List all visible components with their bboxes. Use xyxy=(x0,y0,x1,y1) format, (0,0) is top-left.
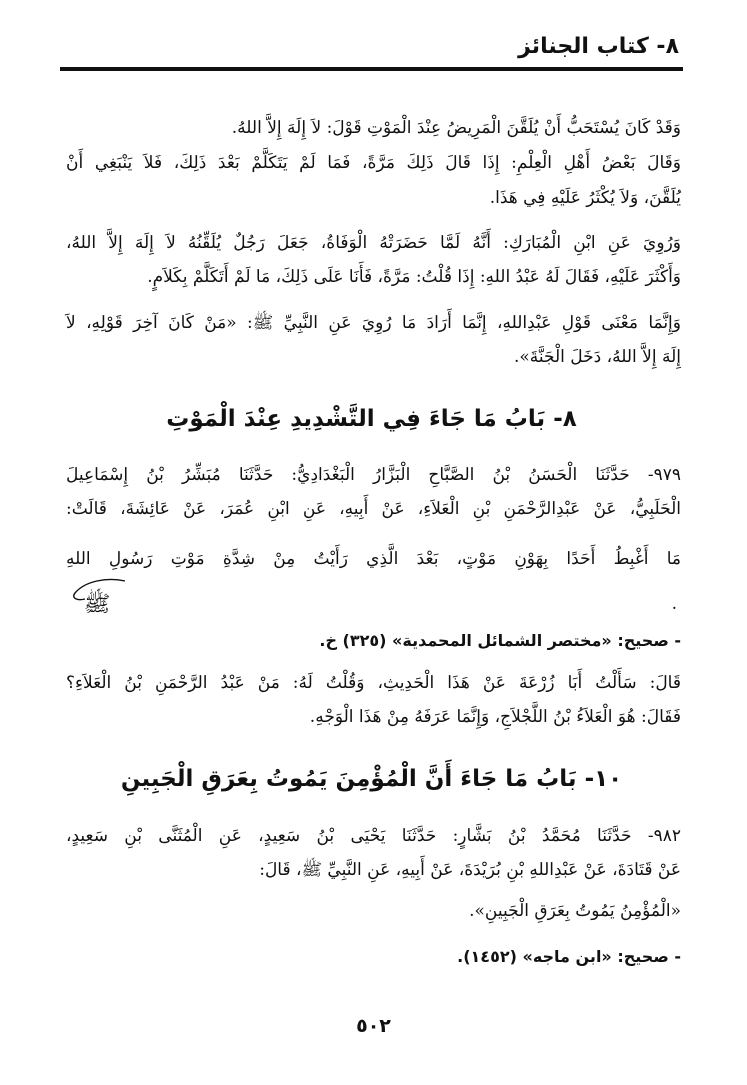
grading: - صحيح: «ابن ماجه» (١٤٥٢). xyxy=(457,947,681,966)
hadith-line: ٩٨٢- حَدَّثَنَا مُحَمَّدُ بْنُ بَشَّارٍ: حَدَّثَنَا يَحْيَى بْنُ سَعِيدٍ، عَنِ الْمُثَنَّى بْنِ سَعِيدٍ، xyxy=(66,826,681,846)
paragraph-line: وَقَالَ بَعْضُ أَهْلِ الْعِلْمِ: إِذَا قَالَ ذَلِكَ مَرَّةً، فَمَا لَمْ يَتَكَلَّمْ بَعْدَ ذَلِكَ، فَلاَ يَنْبَغِي أَنْ xyxy=(66,153,681,173)
running-header: ٨- كتاب الجنائز xyxy=(518,34,679,59)
paragraph-line: وَرُوِيَ عَنِ ابْنِ الْمُبَارَكِ: أَنَّهُ لَمَّا حَضَرَتْهُ الْوَفَاةُ، جَعَلَ رَجُلٌ يُلَقِّنُهُ لاَ إِلَهَ إِلاَّ اللهُ، xyxy=(66,233,681,253)
commentary-line: فَقَالَ: هُوَ الْعَلاَءُ بْنُ اللَّجْلاَجِ، وَإِنَّمَا عَرَفَهُ مِنْ هَذَا الْوَجْهِ. xyxy=(309,707,681,727)
chapter-heading: ١٠- بَابُ مَا جَاءَ أَنَّ الْمُؤْمِنَ يَمُوتُ بِعَرَقِ الْجَبِينِ xyxy=(120,766,623,792)
hadith-matn: «الْمُؤْمِنُ يَمُوتُ بِعَرَقِ الْجَبِينِ». xyxy=(469,901,681,921)
chapter-heading: ٨- بَابُ مَا جَاءَ فِي التَّشْدِيدِ عِنْدَ الْمَوْتِ xyxy=(166,406,577,432)
hadith-line: عَنْ قَتَادَةَ، عَنْ عَبْدِاللهِ بْنِ بُرَيْدَةَ، عَنْ أَبِيهِ، عَنِ النَّبِيِّ ﷺ، قَالَ: xyxy=(259,860,681,880)
paragraph-line: إِلَهَ إِلاَّ اللهُ، دَخَلَ الْجَنَّةَ». xyxy=(513,347,681,367)
salawat-calligraphy xyxy=(63,575,127,619)
paragraph-line: يُلَقَّنَ، وَلاَ يُكْثَرُ عَلَيْهِ فِي هَذَا. xyxy=(489,188,681,208)
salawat-glyph: ﷺ xyxy=(83,592,111,617)
hadith-matn-end: . xyxy=(671,594,677,614)
header-divider xyxy=(60,67,683,71)
hadith-line: ٩٧٩- حَدَّثَنَا الْحَسَنُ بْنُ الصَّبَّاحِ الْبَزَّارُ الْبَغْدَادِيُّ: حَدَّثَنَا مُبَشِّرُ بْنُ إِسْمَاعِيلَ xyxy=(66,465,681,485)
paragraph-line: وَقَدْ كَانَ يُسْتَحَبُّ أَنْ يُلَقَّنَ الْمَرِيضُ عِنْدَ الْمَوْتِ قَوْلَ: لاَ إِلَهَ إِلاَّ اللهُ. xyxy=(231,118,681,138)
hadith-matn: مَا أَغْبِطُ أَحَدًا بِهَوْنِ مَوْتٍ، بَعْدَ الَّذِي رَأَيْتُ مِنْ شِدَّةِ مَوْتِ رَسُولِ اللهِ xyxy=(66,549,681,569)
hadith-line: الْحَلَبِيُّ، عَنْ عَبْدِالرَّحْمَنِ بْنِ الْعَلاَءِ، عَنْ أَبِيهِ، عَنِ ابْنِ عُمَرَ، عَنْ عَائِشَةَ، قَالَتْ: xyxy=(66,499,681,519)
grading: - صحيح: «مختصر الشمائل المحمدية» (٣٢٥) خ. xyxy=(319,631,681,650)
paragraph-line: وَأَكْثَرَ عَلَيْهِ، فَقَالَ لَهُ عَبْدُ اللهِ: إِذَا قُلْتُ: مَرَّةً، فَأَنَا عَلَى ذَلِكَ، مَا لَمْ أَتَكَلَّمْ بِكَلاَمٍ. xyxy=(147,267,681,287)
page-number: ٥٠٢ xyxy=(356,1015,391,1037)
commentary-line: قَالَ: سَأَلْتُ أَبَا زُرْعَةَ عَنْ هَذَا الْحَدِيثِ، وَقُلْتُ لَهُ: مَنْ عَبْدُ الرَّحْمَنِ بْنُ الْعَلاَءِ؟ xyxy=(66,673,681,693)
paragraph-line: وَإِنَّمَا مَعْنَى قَوْلِ عَبْدِاللهِ، إِنَّمَا أَرَادَ مَا رُوِيَ عَنِ النَّبِيِّ ﷺ: «مَنْ كَانَ آخِرَ قَوْلِهِ، لاَ xyxy=(66,313,681,333)
